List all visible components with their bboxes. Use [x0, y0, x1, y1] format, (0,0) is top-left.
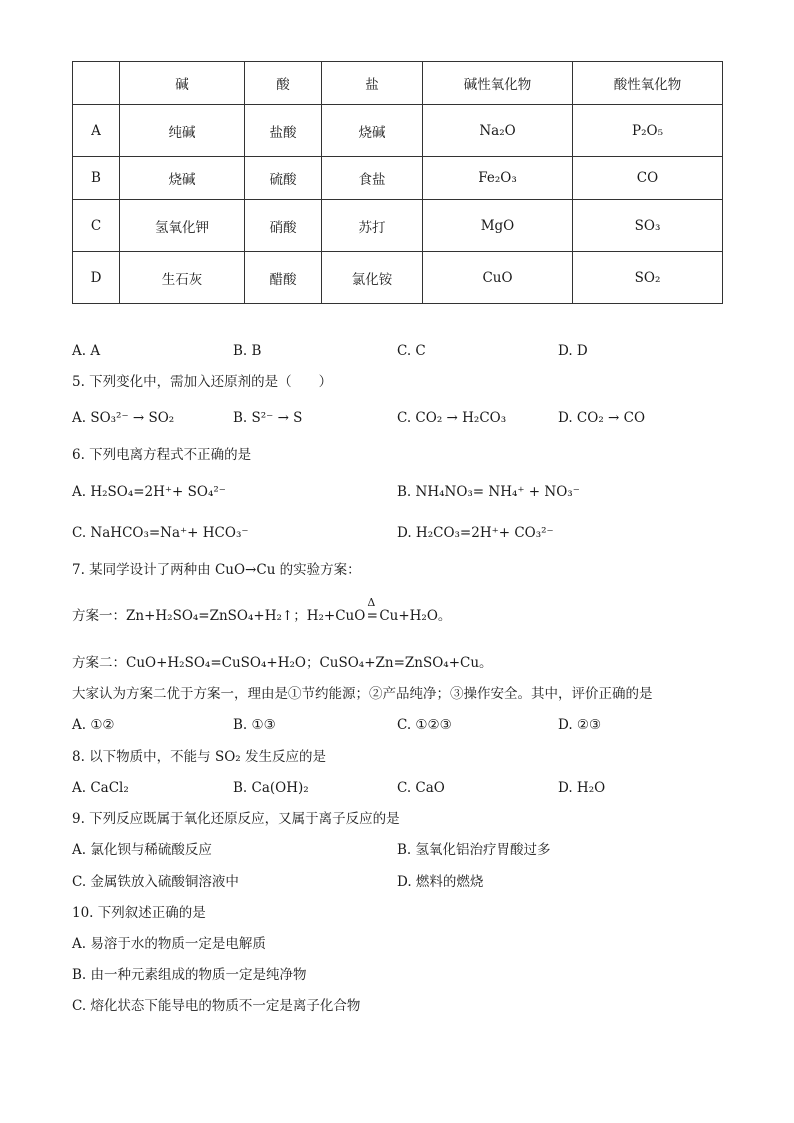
- table-cell: 生石灰: [120, 252, 245, 304]
- q7-plan-one-part2: Cu+H₂O。: [379, 608, 452, 624]
- q7-plan-one: [72, 596, 452, 625]
- table-cell: SO₂: [573, 252, 723, 304]
- table-cell: MgO: [423, 200, 573, 252]
- table-cell: 烧碱: [120, 157, 245, 200]
- table-header-cell: 酸: [245, 62, 322, 105]
- q5-stem: 5. 下列变化中，需加入还原剂的是（ ）: [72, 374, 333, 390]
- q4-option-c[interactable]: C. C: [397, 343, 426, 359]
- q9-option-b[interactable]: B. 氢氧化铝治疗胃酸过多: [397, 842, 551, 858]
- q7-option-b[interactable]: B. ①③: [233, 717, 276, 733]
- table-cell: SO₃: [573, 200, 723, 252]
- table-cell: D: [73, 252, 120, 304]
- table-cell: A: [73, 105, 120, 157]
- table-cell: P₂O₅: [573, 105, 723, 157]
- q10-option-b[interactable]: B. 由一种元素组成的物质一定是纯净物: [72, 967, 307, 983]
- q6-option-c[interactable]: C. NaHCO₃=Na⁺+ HCO₃⁻: [72, 525, 249, 541]
- table-cell: C: [73, 200, 120, 252]
- q6-option-b[interactable]: B. NH₄NO₃= NH₄⁺ + NO₃⁻: [397, 484, 580, 500]
- q10-option-c[interactable]: C. 熔化状态下能导电的物质不一定是离子化合物: [72, 998, 361, 1014]
- table-header-cell: [73, 62, 120, 105]
- q6-option-a[interactable]: A. H₂SO₄=2H⁺+ SO₄²⁻: [72, 484, 226, 500]
- q7-option-c[interactable]: C. ①②③: [397, 717, 452, 733]
- table-header-cell: 盐: [322, 62, 423, 105]
- q8-option-b[interactable]: B. Ca(OH)₂: [233, 780, 309, 796]
- q7-stem: 7. 某同学设计了两种由 CuO→Cu 的实验方案：: [72, 562, 361, 578]
- q4-option-b[interactable]: B. B: [233, 343, 262, 359]
- q7-option-d[interactable]: D. ②③: [558, 717, 602, 733]
- table-cell: 烧碱: [322, 105, 423, 157]
- q4-option-a[interactable]: A. A: [72, 343, 101, 359]
- table-cell: 硫酸: [245, 157, 322, 200]
- table-cell: 醋酸: [245, 252, 322, 304]
- table-cell: Na₂O: [423, 105, 573, 157]
- table-header-row: [73, 62, 723, 105]
- table-cell: 苏打: [322, 200, 423, 252]
- table-cell: CuO: [423, 252, 573, 304]
- q9-option-a[interactable]: A. 氯化钡与稀硫酸反应: [72, 842, 212, 858]
- q10-stem: 10. 下列叙述正确的是: [72, 905, 206, 921]
- table-row: [73, 200, 723, 252]
- table-cell: 氢氧化钾: [120, 200, 245, 252]
- table-cell: 氯化铵: [322, 252, 423, 304]
- classification-table: [72, 61, 723, 304]
- q4-option-d[interactable]: D. D: [558, 343, 588, 359]
- q7-option-a[interactable]: A. ①②: [72, 717, 115, 733]
- q7-plan-one-part1: 方案一：Zn+H₂SO₄=ZnSO₄+H₂↑；H₂+CuO: [72, 608, 366, 624]
- table-cell: 纯碱: [120, 105, 245, 157]
- q9-stem: 9. 下列反应既属于氧化还原反应，又属于离子反应的是: [72, 811, 400, 827]
- q8-option-a[interactable]: A. CaCl₂: [72, 780, 129, 796]
- table-header-cell: 碱: [120, 62, 245, 105]
- q6-stem: 6. 下列电离方程式不正确的是: [72, 447, 252, 463]
- table-cell: 盐酸: [245, 105, 322, 157]
- heat-equals-sign: Δ =: [366, 596, 378, 624]
- q5-option-d[interactable]: D. CO₂ → CO: [558, 410, 646, 426]
- q10-option-a[interactable]: A. 易溶于水的物质一定是电解质: [72, 936, 266, 952]
- table-cell: CO: [573, 157, 723, 200]
- q7-conclusion: 大家认为方案二优于方案一，理由是①节约能源；②产品纯净；③操作安全。其中，评价正确的是: [72, 686, 653, 702]
- q6-option-d[interactable]: D. H₂CO₃=2H⁺+ CO₃²⁻: [397, 525, 554, 541]
- q5-option-a[interactable]: A. SO₃²⁻ → SO₂: [72, 410, 175, 426]
- table-row: [73, 252, 723, 304]
- table-cell: 食盐: [322, 157, 423, 200]
- table-row: [73, 105, 723, 157]
- q8-option-d[interactable]: D. H₂O: [558, 780, 606, 796]
- table-cell: B: [73, 157, 120, 200]
- q8-option-c[interactable]: C. CaO: [397, 780, 445, 796]
- q5-option-b[interactable]: B. S²⁻ → S: [233, 410, 303, 426]
- table-row: [73, 157, 723, 200]
- table-cell: 硝酸: [245, 200, 322, 252]
- table-header-cell: 酸性氧化物: [573, 62, 723, 105]
- q5-option-c[interactable]: C. CO₂ → H₂CO₃: [397, 410, 507, 426]
- table-cell: Fe₂O₃: [423, 157, 573, 200]
- q9-option-d[interactable]: D. 燃料的燃烧: [397, 874, 484, 890]
- table-header-cell: 碱性氧化物: [423, 62, 573, 105]
- q8-stem: 8. 以下物质中，不能与 SO₂ 发生反应的是: [72, 749, 326, 765]
- delta-symbol: Δ: [367, 596, 376, 609]
- q9-option-c[interactable]: C. 金属铁放入硫酸铜溶液中: [72, 874, 239, 890]
- q7-plan-two: 方案二：CuO+H₂SO₄=CuSO₄+H₂O；CuSO₄+Zn=ZnSO₄+Cu。: [72, 655, 493, 671]
